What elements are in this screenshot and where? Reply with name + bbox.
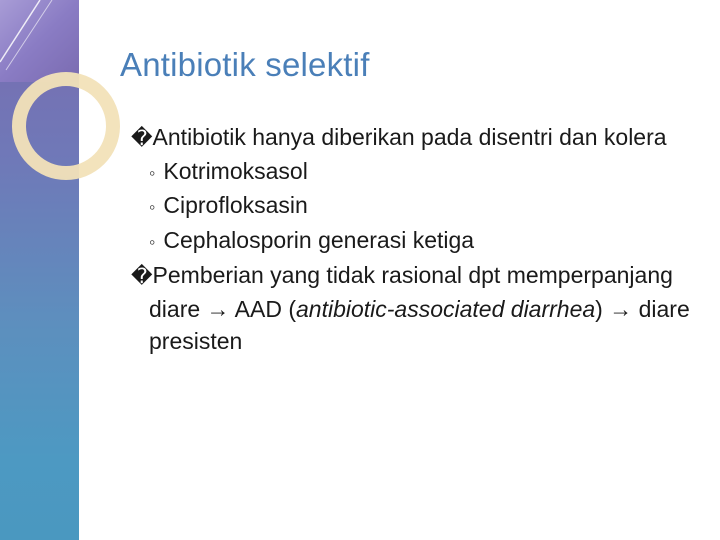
sub-bullet-text: Ciprofloksasin: [163, 192, 308, 219]
bullet-text-part: Pemberian yang tidak rasional dpt memperpanjang diare → AAD (: [149, 261, 673, 322]
sub-bullet-marker-icon: ◦: [149, 232, 156, 253]
sub-bullet-marker-icon: ◦: [149, 197, 156, 218]
bullet-marker-icon: �: [131, 263, 153, 288]
sub-bullet-marker-icon: ◦: [149, 162, 156, 183]
bullet-item: [131, 259, 701, 358]
sub-bullet-item: [131, 224, 701, 259]
slide-title: Antibiotik selektif: [120, 46, 370, 83]
diagonal-line-icon: [6, 0, 52, 70]
ring-circle-icon: [19, 79, 113, 173]
sub-bullet-item: [131, 155, 701, 190]
sub-bullet-text: Cephalosporin generasi ketiga: [163, 227, 475, 254]
bullet-item: [131, 121, 701, 155]
bullet-text-italic: antibiotic-associated diarrhea: [296, 295, 596, 322]
slide-body: [131, 121, 701, 358]
bullet-text: Antibiotik hanya diberikan pada disentri dan kolera: [152, 124, 667, 150]
sub-bullet-text: Kotrimoksasol: [163, 157, 308, 184]
bullet-text-part: ) → diare presisten: [149, 295, 690, 355]
decorative-ring-icon: [0, 0, 140, 200]
bullet-marker-icon: �: [131, 126, 153, 150]
sub-bullet-item: [131, 189, 701, 224]
diagonal-line-icon: [0, 0, 40, 62]
